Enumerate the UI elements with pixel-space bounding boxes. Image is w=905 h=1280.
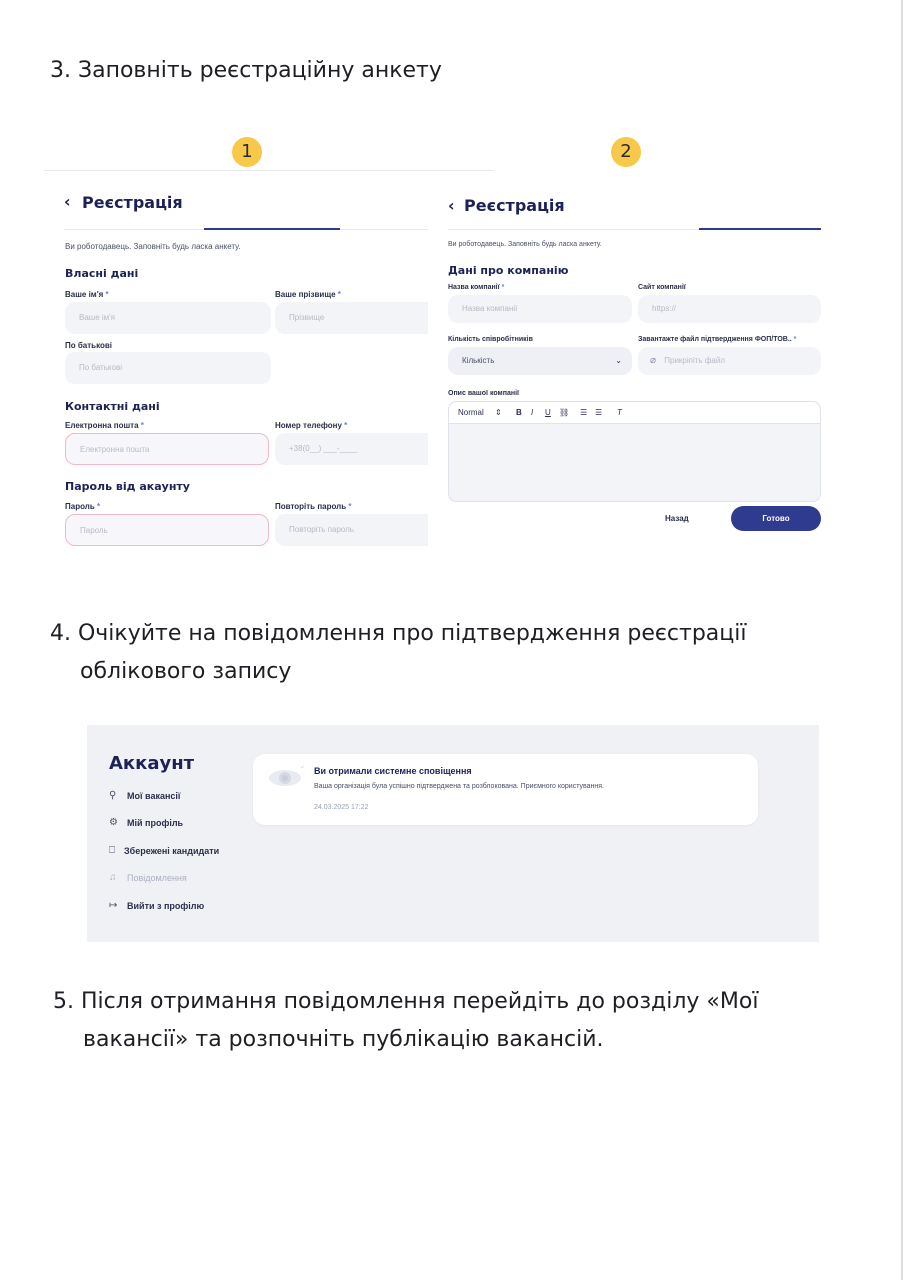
repeat-password-label: Повторіть пароль *: [275, 502, 352, 511]
middle-name-input[interactable]: По батькові: [65, 352, 271, 384]
site-input[interactable]: https://: [638, 295, 821, 323]
personal-section-title: Власні дані: [65, 267, 139, 280]
notification-date: 24.03.2025 17:22: [314, 804, 369, 811]
notification-title: Ви отримали системне сповіщення: [314, 766, 472, 776]
chevron-down-icon: ⌄: [615, 356, 622, 365]
eye-icon: [267, 766, 307, 788]
repeat-password-input[interactable]: Повторіть пароль: [275, 514, 428, 546]
logout-icon: ↦: [109, 900, 118, 911]
step-badge-2: 2: [611, 137, 641, 167]
middle-name-label: По батькові: [65, 341, 113, 350]
notification-card[interactable]: [253, 754, 758, 825]
gear-icon: ⚙: [109, 817, 118, 828]
menu-saved-candidates[interactable]: Збережені кандидати: [124, 846, 220, 856]
form1-intro: Ви роботодавець. Заповніть будь ласка анкету.: [65, 242, 241, 251]
last-name-input[interactable]: Прізвище: [275, 302, 428, 334]
bookmark-icon: ⎕: [109, 845, 115, 856]
back-chevron-icon[interactable]: ‹: [64, 192, 71, 211]
bell-icon: ♫: [109, 872, 117, 883]
bold-icon[interactable]: B: [516, 408, 522, 417]
employees-select[interactable]: [448, 347, 632, 375]
step-4-heading-line2: облікового запису: [80, 659, 292, 684]
step-4-heading-line1: 4. Очікуйте на повідомлення про підтвердження реєстрації: [50, 621, 747, 646]
menu-my-vacancies[interactable]: Мої вакансії: [127, 791, 181, 801]
paperclip-icon: ⌀: [650, 355, 657, 366]
form2-intro: Ви роботодавець. Заповніть будь ласка анкету.: [448, 241, 602, 248]
password-section-title: Пароль від акаунту: [65, 480, 190, 493]
clear-format-icon[interactable]: T: [617, 408, 622, 417]
step-5-heading-line2: вакансії» та розпочніть публікацію вакансій.: [83, 1027, 604, 1052]
description-editor[interactable]: [448, 401, 821, 502]
back-button[interactable]: Назад: [665, 514, 689, 523]
form2-title: Реєстрація: [464, 196, 565, 215]
employees-label: Кількість співробітників: [448, 336, 533, 343]
form1-title: Реєстрація: [82, 193, 183, 212]
editor-toolbar: [449, 402, 820, 424]
underline-icon[interactable]: U: [545, 408, 551, 417]
email-input[interactable]: Електронна пошта: [65, 433, 269, 465]
bullet-list-icon[interactable]: ☰: [595, 408, 603, 417]
style-select-arrows-icon: ⇕: [495, 408, 502, 417]
first-name-input[interactable]: Ваше ім'я: [65, 302, 271, 334]
site-label: Сайт компанії: [638, 284, 686, 291]
upload-file-input[interactable]: [638, 347, 821, 375]
email-label: Електронна пошта *: [65, 421, 144, 430]
upload-placeholder: Прикріпіть файл: [664, 356, 725, 365]
search-user-icon: ⚲: [109, 790, 117, 801]
step-badge-1: 1: [232, 137, 262, 167]
password-label: Пароль *: [65, 502, 101, 511]
step-5-heading-line1: 5. Після отримання повідомлення перейдіть до розділу «Мої: [53, 989, 759, 1014]
company-section-title: Дані про компанію: [448, 264, 569, 277]
upload-label: Завантажте файл підтвердження ФОП/ТОВ.. *: [638, 336, 797, 343]
phone-input[interactable]: +38(0__) ___-____: [275, 433, 428, 465]
password-input[interactable]: Пароль: [65, 514, 269, 546]
form2-progress-indicator: [699, 228, 821, 230]
account-title: Аккаунт: [109, 753, 195, 774]
description-label: Опис вашої компанії: [448, 390, 519, 397]
style-select[interactable]: Normal: [458, 408, 484, 417]
form1-progress-indicator: [204, 228, 340, 230]
company-name-label: Назва компанії *: [448, 284, 505, 291]
phone-label: Номер телефону *: [275, 421, 348, 430]
menu-logout[interactable]: Вийти з профілю: [127, 901, 205, 911]
notification-text: Ваша організація була успішно підтверджена та розблокована. Приємного користування.: [314, 783, 605, 790]
back-chevron-icon[interactable]: ‹: [448, 196, 455, 215]
company-name-input[interactable]: Назва компанії: [448, 295, 632, 323]
ordered-list-icon[interactable]: ☰: [580, 408, 588, 417]
italic-icon[interactable]: I: [531, 408, 534, 417]
step-3-heading: 3. Заповніть реєстраційну анкету: [50, 58, 442, 83]
done-button[interactable]: Готово: [731, 506, 821, 531]
menu-notifications[interactable]: Повідомлення: [127, 873, 187, 883]
first-name-label: Ваше ім'я *: [65, 290, 109, 299]
link-icon[interactable]: ⛓: [559, 408, 570, 417]
menu-my-profile[interactable]: Мій профіль: [127, 818, 184, 828]
employees-select-value: Кількість: [462, 356, 495, 365]
last-name-label: Ваше прізвище *: [275, 290, 341, 299]
contact-section-title: Контактні дані: [65, 400, 160, 413]
page-edge-rule: [901, 0, 903, 1280]
